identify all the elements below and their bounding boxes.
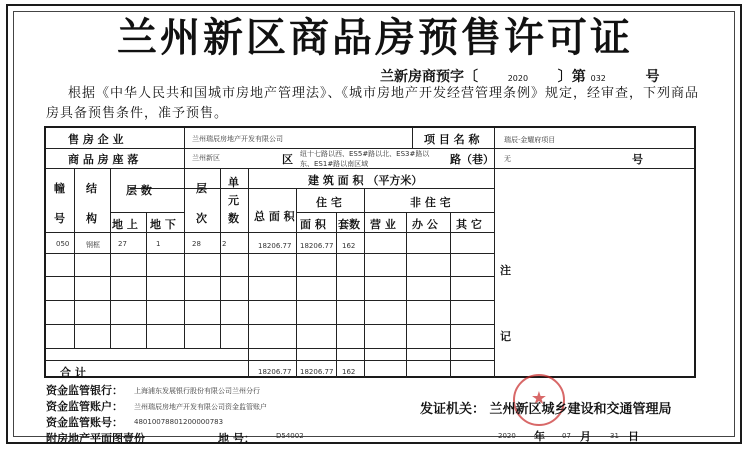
row-divider [46, 300, 494, 301]
row-divider [46, 360, 494, 361]
date-year: 2020 [498, 432, 516, 440]
date-day-label: 日 [628, 430, 639, 443]
number-label: 号 [632, 153, 643, 166]
cell-above: 27 [118, 240, 127, 248]
document-title: 兰州新区商品房预售许可证 [117, 14, 633, 61]
bank-value: 上海浦东发展银行股份有限公司兰州分行 [134, 387, 260, 395]
col-other: 其 它 [456, 218, 482, 231]
row-divider [248, 188, 494, 189]
row-divider [46, 253, 494, 254]
account-no-value: 48010078801200000783 [134, 418, 224, 426]
total-area: 18206.77 [258, 368, 292, 376]
date-year-label: 年 [534, 430, 545, 443]
col-floors: 层 数 [126, 184, 152, 197]
col-divider [220, 168, 221, 348]
district-unit: 区 [282, 153, 293, 166]
permit-table [44, 126, 696, 378]
total-res-area: 18206.77 [300, 368, 334, 376]
col-divider [406, 212, 407, 378]
project-name-label: 项 目 名 称 [424, 133, 480, 146]
account-name-label: 资金监管账户： [46, 400, 123, 413]
col-divider [110, 168, 111, 348]
total-res-units: 162 [342, 368, 356, 376]
col-divider [364, 188, 365, 378]
col-units: 单元数 [228, 176, 239, 225]
total-label: 合 计 [60, 366, 86, 379]
col-divider [336, 212, 337, 378]
cell-res-units: 162 [342, 242, 356, 250]
date-month: 07 [562, 432, 571, 440]
account-no-label: 资金监管账号： [46, 416, 123, 429]
permit-number [380, 66, 660, 86]
cell-level: 28 [192, 240, 201, 248]
row-divider [46, 276, 494, 277]
col-divider [248, 168, 249, 378]
permit-mid: 〕第 [557, 69, 586, 85]
issuer: 发证机关： 兰州新区城乡建设和交通管理局 [420, 402, 672, 417]
col-business: 营 业 [370, 218, 396, 231]
sales-company-label: 售 房 企 业 [68, 133, 124, 146]
col-divider [450, 212, 451, 378]
project-name-value: 瑞辰·金耀府项目 [504, 136, 556, 144]
plan-label: 附房地产平面图壹份 [46, 432, 145, 445]
col-below: 地 下 [150, 218, 176, 231]
row-divider [296, 212, 494, 213]
col-divider [184, 128, 185, 168]
cell-res-area: 18206.77 [300, 242, 334, 250]
col-total: 总 面 积 [254, 210, 295, 223]
col-divider [74, 168, 75, 348]
map-label: 地 号： [218, 432, 255, 445]
row-divider [46, 324, 494, 325]
permit-year: 2020 [507, 74, 529, 83]
col-divider [184, 168, 185, 348]
intro-paragraph: 根据《中华人民共和国城市房地产管理法》、《城市房地产开发经营管理条例》规定，经审查，下列商品房具备预售条件，准予预售。 [46, 86, 700, 121]
permit-prefix: 兰新房商预字〔 [380, 69, 478, 85]
cell-building: 050 [56, 240, 70, 248]
col-divider [146, 212, 147, 348]
date-month-label: 月 [580, 430, 591, 443]
account-name-value: 兰州瑞辰房地产开发有限公司资金监管账户 [134, 403, 267, 411]
col-nonres: 非 住 宅 [410, 196, 451, 209]
col-divider [412, 128, 413, 148]
cell-units: 2 [222, 240, 227, 248]
date-day: 31 [610, 432, 619, 440]
permit-suffix: 号 [645, 69, 660, 85]
col-remark: 注 记 [500, 264, 511, 343]
row-divider [46, 232, 494, 233]
permit-number-value: 032 [590, 74, 606, 83]
col-res-area: 面 积 [300, 218, 326, 231]
sales-company-value: 兰州瑞辰房地产开发有限公司 [192, 135, 283, 143]
col-office: 办 公 [412, 218, 438, 231]
cell-below: 1 [156, 240, 161, 248]
col-divider [494, 128, 495, 378]
col-above: 地 上 [112, 218, 138, 231]
row-divider [46, 348, 494, 349]
cell-total: 18206.77 [258, 242, 292, 250]
map-value: D54002 [276, 432, 304, 440]
district-value: 兰州新区 [192, 154, 220, 162]
col-residential: 住 宅 [316, 196, 342, 209]
col-res-units: 套数 [338, 218, 360, 231]
col-divider [296, 188, 297, 378]
road-value: 无 [504, 155, 511, 163]
bank-label: 资金监管银行： [46, 384, 123, 397]
road-label: 路（巷） [450, 153, 494, 166]
col-building: 幢号 [54, 182, 65, 225]
road-description: 纽十七路以西、ES5#路以北、ES3#路以东、ES1#路以南区域 [300, 150, 430, 168]
location-label: 商 品 房 座 落 [68, 153, 139, 166]
row-divider [110, 212, 184, 213]
col-area: 建 筑 面 积 （平方米） [308, 174, 423, 187]
cell-structure: 钢框 [86, 241, 100, 249]
col-structure: 结构 [86, 182, 97, 225]
col-level: 层次 [196, 182, 207, 225]
